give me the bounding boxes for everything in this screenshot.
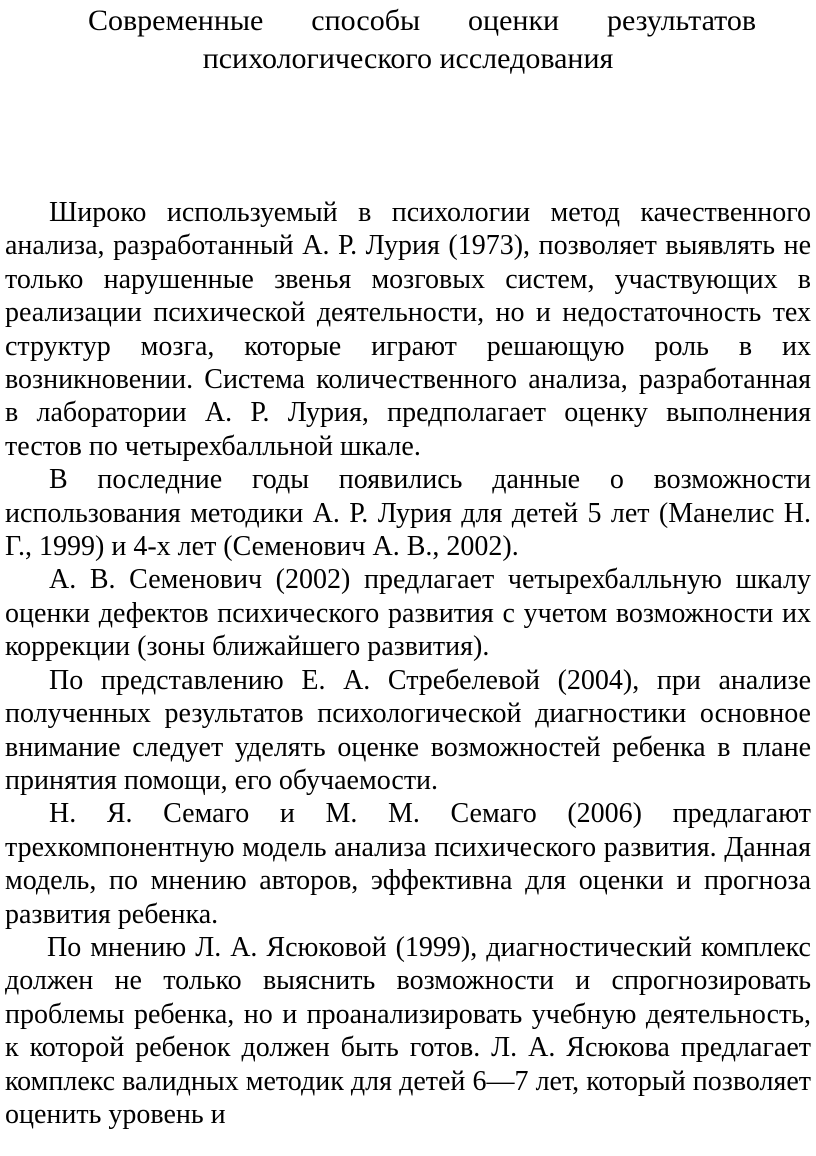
paragraph-6: По мнению Л. А. Ясюковой (1999), диагностический комплекс должен не только выяснить возможности и спрогнозировать проблемы ребенка, но и проанализировать учебную деятельность, к которой ребенок должен быть готов. Л. А. Ясюкова предлагает комплекс валидных методик для детей 6—7 лет, который позволяет оценить уровень и <box>5 931 811 1130</box>
paragraph-2: В последние годы появились данные о возможности использования методики А. Р. Лурия для детей 5 лет (Манелис Н. Г., 1999) и 4-х лет (Семенович А. В., 2002). <box>5 464 811 563</box>
document-body <box>5 196 811 1131</box>
paragraph-3: А. В. Семенович (2002) предлагает четырехбалльную шкалу оценки дефектов психического развития с учетом возможности их коррекции (зоны ближайшего развития). <box>5 564 811 663</box>
paragraph-1: Широко используемый в психологии метод качественного анализа, разработанный А. Р. Лурия (1973), позволяет выявлять не только нарушенные звенья мозговых систем, участвующих в реализации психической деятельности, но и недостаточность тех структур мозга, которые играют решающую роль в их возникновении. Система количественного анализа, разработанная в лаборатории А. Р. Лурия, предполагает оценку выполнения тестов по четырехбалльной шкале. <box>5 197 811 462</box>
paragraph-5: Н. Я. Семаго и М. М. Семаго (2006) предлагают трехкомпонентную модель анализа психического развития. Данная модель, по мнению авторов, эффективна для оценки и прогноза развития ребенка. <box>5 798 811 930</box>
document-title <box>60 2 756 78</box>
title-line-2: психологического исследования <box>202 42 614 75</box>
title-line-1: Современные способы оценки результатов <box>88 4 756 37</box>
paragraph-4: По представлению Е. А. Стребелевой (2004), при анализе полученных результатов психологической диагностики основное внимание следует уделять оценке возможностей ребенка в плане принятия помощи, его обучаемости. <box>5 664 811 796</box>
